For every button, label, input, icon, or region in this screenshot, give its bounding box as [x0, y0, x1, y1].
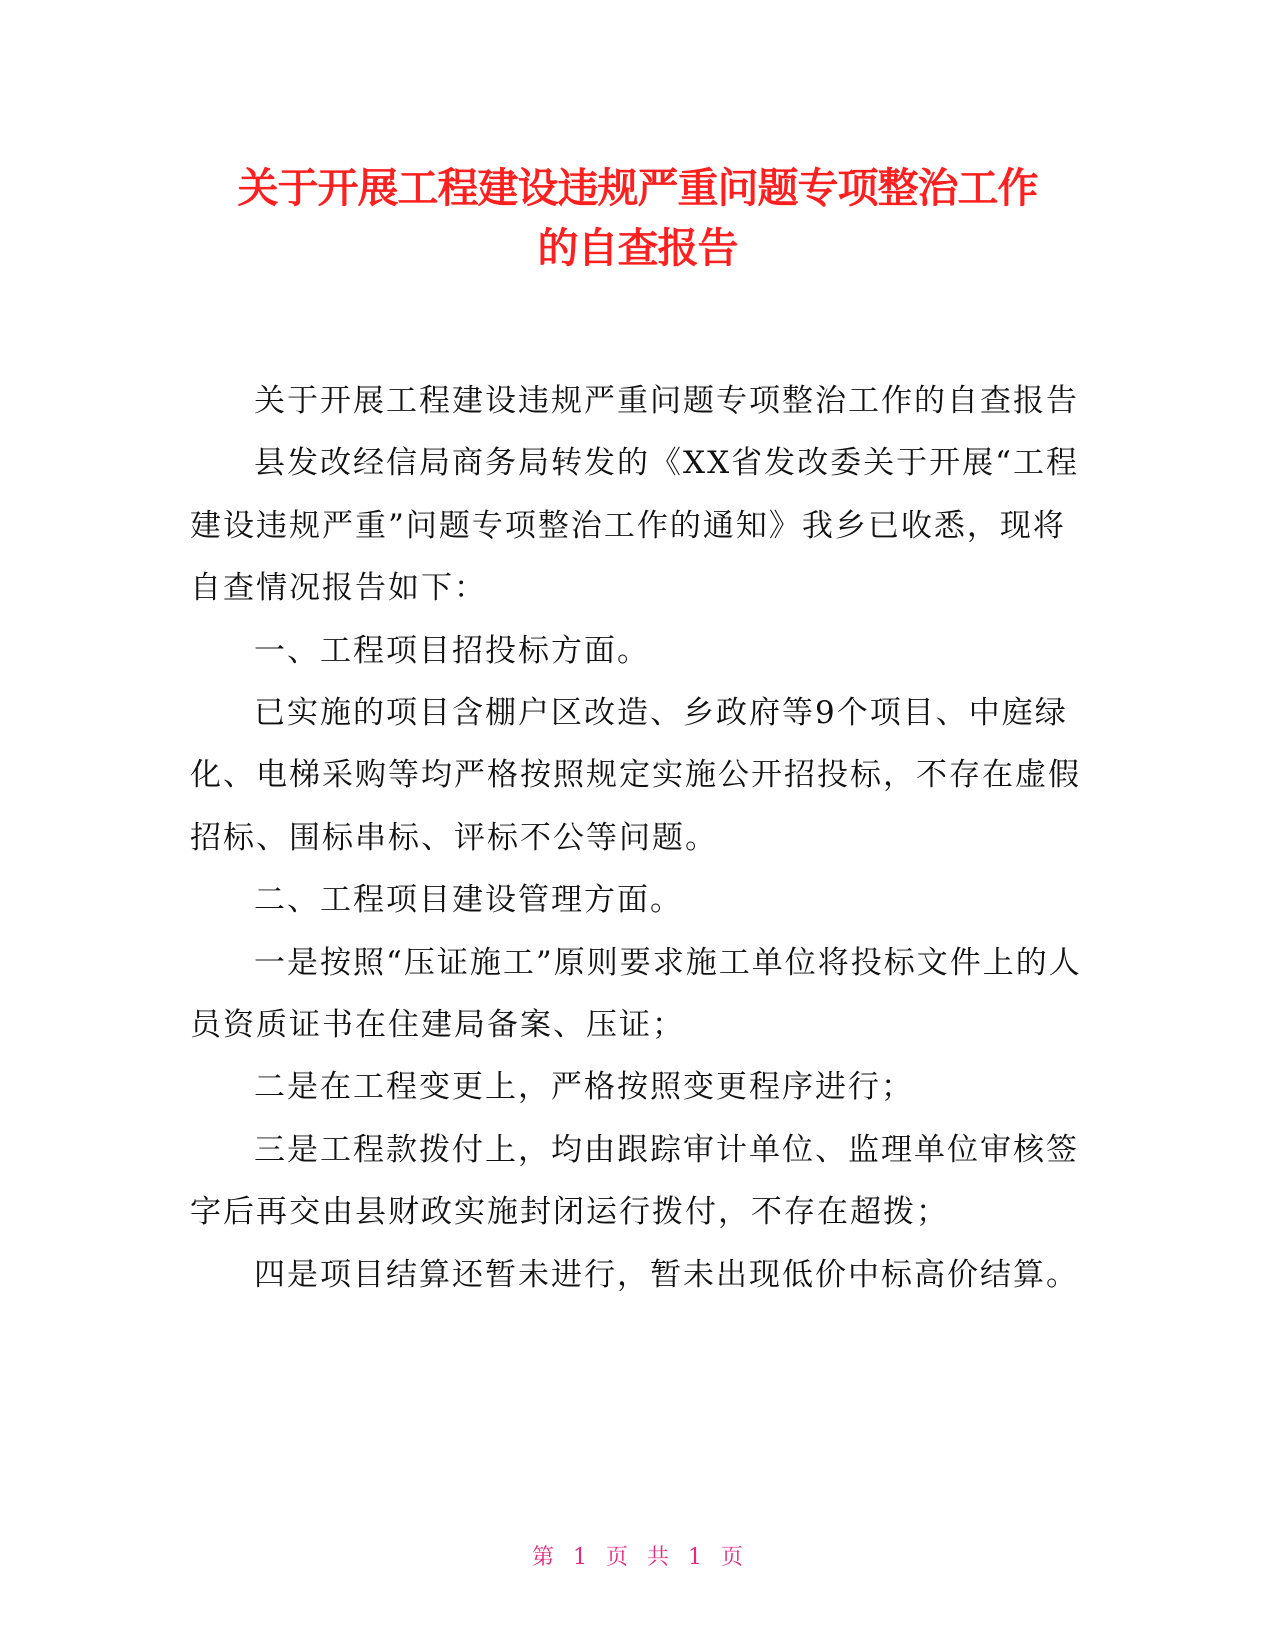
- title-line-1: 关于开展工程建设违规严重问题专项整治工作: [237, 164, 1038, 212]
- page-footer: [0, 1543, 1275, 1573]
- document-title: [180, 158, 1095, 278]
- footer-page-unit: 页: [605, 1545, 628, 1570]
- paragraph-section-2-heading: 二、工程项目建设管理方面。: [254, 882, 683, 919]
- footer-page-label: 第: [531, 1545, 554, 1570]
- paragraph-report-heading: 关于开展工程建设违规严重问题专项整治工作的自查报告: [254, 383, 1079, 419]
- title-line-2: 的自查报告: [537, 224, 738, 272]
- paragraph-item-4: 四是项目结算还暂未进行，暂未出现低价中标高价结算。: [254, 1256, 1079, 1293]
- paragraph-item-3: 三是工程款拨付上，均由跟踪审计单位、监理单位审核签字后再交由县财政实施封闭运行拨付，不存在超拨；: [190, 1131, 1079, 1231]
- footer-total-unit: 页: [721, 1545, 744, 1570]
- footer-total-label: 共: [647, 1545, 670, 1570]
- footer-current-page: 1: [572, 1545, 587, 1570]
- paragraph-section-1-heading: 一、工程项目招投标方面。: [254, 632, 650, 669]
- footer-total-pages: 1: [688, 1545, 703, 1570]
- document-body: [190, 370, 1090, 1306]
- paragraph-section-1-content: 已实施的项目含棚户区改造、乡政府等9个项目、中庭绿化、电梯采购等均严格按照规定实施公开招投标，不存在虚假招标、围标串标、评标不公等问题。: [190, 695, 1081, 856]
- paragraph-item-2: 二是在工程变更上，严格按照变更程序进行；: [254, 1069, 914, 1106]
- paragraph-intro: 县发改经信局商务局转发的《XX省发改委关于开展“工程建设违规严重”问题专项整治工作的通知》我乡已收悉，现将自查情况报告如下：: [190, 445, 1079, 607]
- paragraph-item-1: 一是按照“压证施工”原则要求施工单位将投标文件上的人员资质证书在住建局备案、压证；: [190, 944, 1082, 1044]
